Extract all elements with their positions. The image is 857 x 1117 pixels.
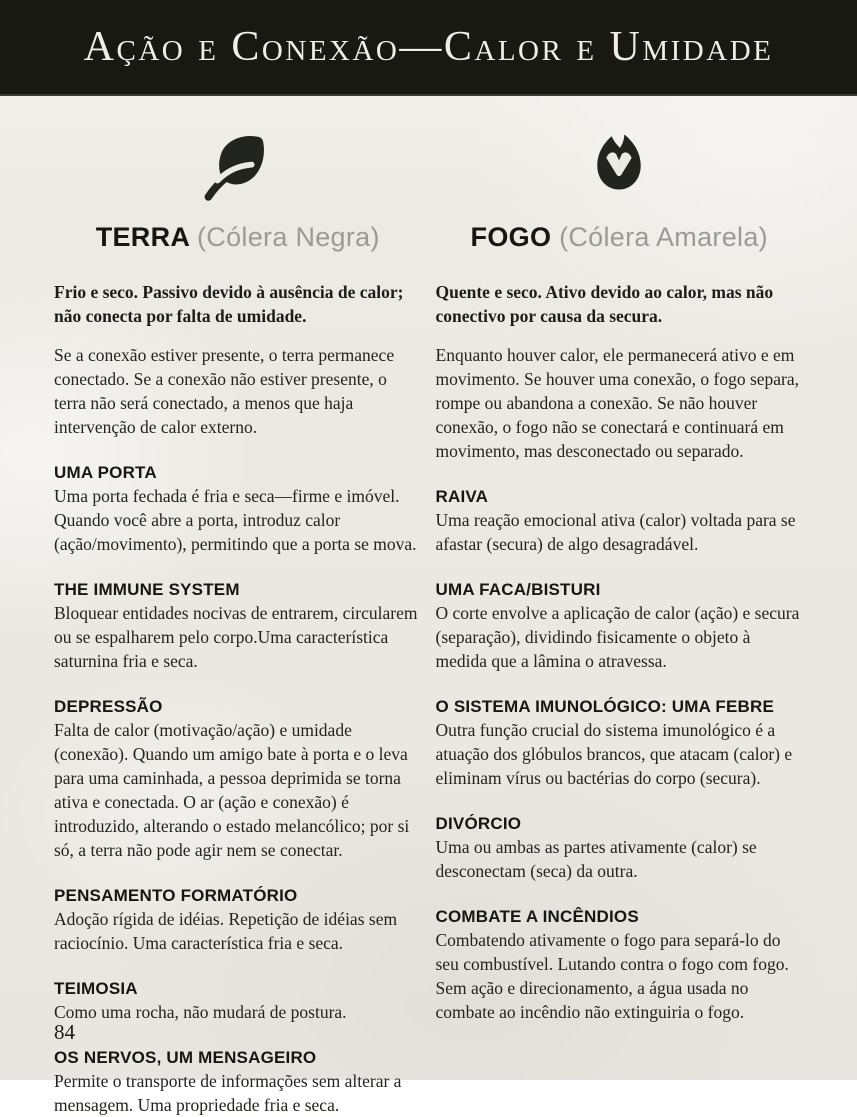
section-heading: THE IMMUNE SYSTEM [54, 580, 240, 599]
section-heading: UMA FACA/BISTURI [435, 580, 601, 599]
section-body: Uma porta fechada é fria e seca—firme e imóvel. Quando você abre a porta, introduz calor (ação/movimento), permitindo que a porta se mova. [54, 486, 417, 554]
section-body: Bloquear entidades nocivas de entrarem, circularem ou se espalharem pelo corpo.Uma característica saturnina fria e seca. [54, 603, 418, 671]
page-number: 84 [54, 1020, 75, 1044]
section-body: Outra função crucial do sistema imunológico é a atuação dos glóbulos brancos, que atacam (calor) e eliminam vírus ou bactérias do corpo (secura). [435, 720, 793, 788]
element-subtitle: (Cólera Amarela) [559, 222, 768, 252]
column-title-terra [54, 222, 422, 253]
page-header [0, 0, 857, 96]
leaf-icon [54, 128, 422, 202]
column-fogo [436, 128, 804, 1117]
section-heading: COMBATE A INCÊNDIOS [435, 907, 639, 926]
section-heading: O SISTEMA IMUNOLÓGICO: UMA FEBRE [435, 697, 775, 716]
section-heading: TEIMOSIA [54, 979, 138, 998]
fogo-intro-bold: Quente e seco. Ativo devido ao calor, mas não conectivo por causa da secura. [435, 282, 774, 326]
section-body: Falta de calor (motivação/ação) e umidade (conexão). Quando um amigo bate à porta e o leva para uma caminhada, a pessoa deprimida se torna ativa e conectada. O ar (ação e conexão) é introduzido, alterando o estado melancólico; por si só, a terra não pode agir nem se conectar. [54, 720, 410, 860]
element-subtitle: (Cólera Negra) [197, 222, 380, 252]
section-body: Uma ou ambas as partes ativamente (calor) se desconectam (seca) da outra. [435, 837, 757, 881]
section-body: O corte envolve a aplicação de calor (ação) e secura (separação), dividindo fisicamente o objeto à medida que a lâmina o atravessa. [435, 603, 800, 671]
section-heading: UMA PORTA [54, 463, 157, 482]
section-heading: DIVÓRCIO [435, 814, 522, 833]
column-title-fogo [436, 222, 804, 253]
element-name: TERRA [95, 222, 190, 252]
terra-intro-bold: Frio e seco. Passivo devido à ausência de calor; não conecta por falta de umidade. [54, 282, 404, 326]
fogo-intro: Enquanto houver calor, ele permanecerá ativo e em movimento. Se houver uma conexão, o fogo separa, rompe ou abandona a conexão. Se não houver conexão, o fogo não se conectará e continuará em movimento, mas desconectado ou separado. [435, 345, 800, 461]
content-columns [0, 96, 857, 1117]
section-body: Uma reação emocional ativa (calor) voltada para se afastar (secura) de algo desagradável. [435, 510, 796, 554]
section-body: Como uma rocha, não mudará de postura. [54, 1002, 347, 1022]
page-title: Ação e Conexão—Calor e Umidade [83, 24, 774, 70]
section-body: Permite o transporte de informações sem alterar a mensagem. Uma propriedade fria e seca. [54, 1071, 402, 1115]
terra-intro: Se a conexão estiver presente, o terra permanece conectado. Se a conexão não estiver presente, o terra não será conectado, a menos que haja intervenção de calor externo. [54, 345, 395, 437]
column-terra-header [54, 128, 422, 253]
element-name: FOGO [470, 222, 552, 252]
column-fogo-header [436, 128, 804, 253]
section-heading: PENSAMENTO FORMATÓRIO [54, 886, 298, 905]
section-heading: RAIVA [435, 487, 489, 506]
column-terra [54, 128, 422, 1117]
section-body: Adoção rígida de idéias. Repetição de idéias sem raciocínio. Uma característica fria e seca. [54, 909, 398, 953]
flame-icon [436, 128, 804, 202]
section-body: Combatendo ativamente o fogo para separá-lo do seu combustível. Lutando contra o fogo com fogo. Sem ação e direcionamento, a água usada no combate ao incêndio não extinguiria o fogo. [435, 930, 789, 1022]
section-heading: DEPRESSÃO [54, 697, 163, 716]
section-heading: OS NERVOS, UM MENSAGEIRO [54, 1048, 317, 1067]
